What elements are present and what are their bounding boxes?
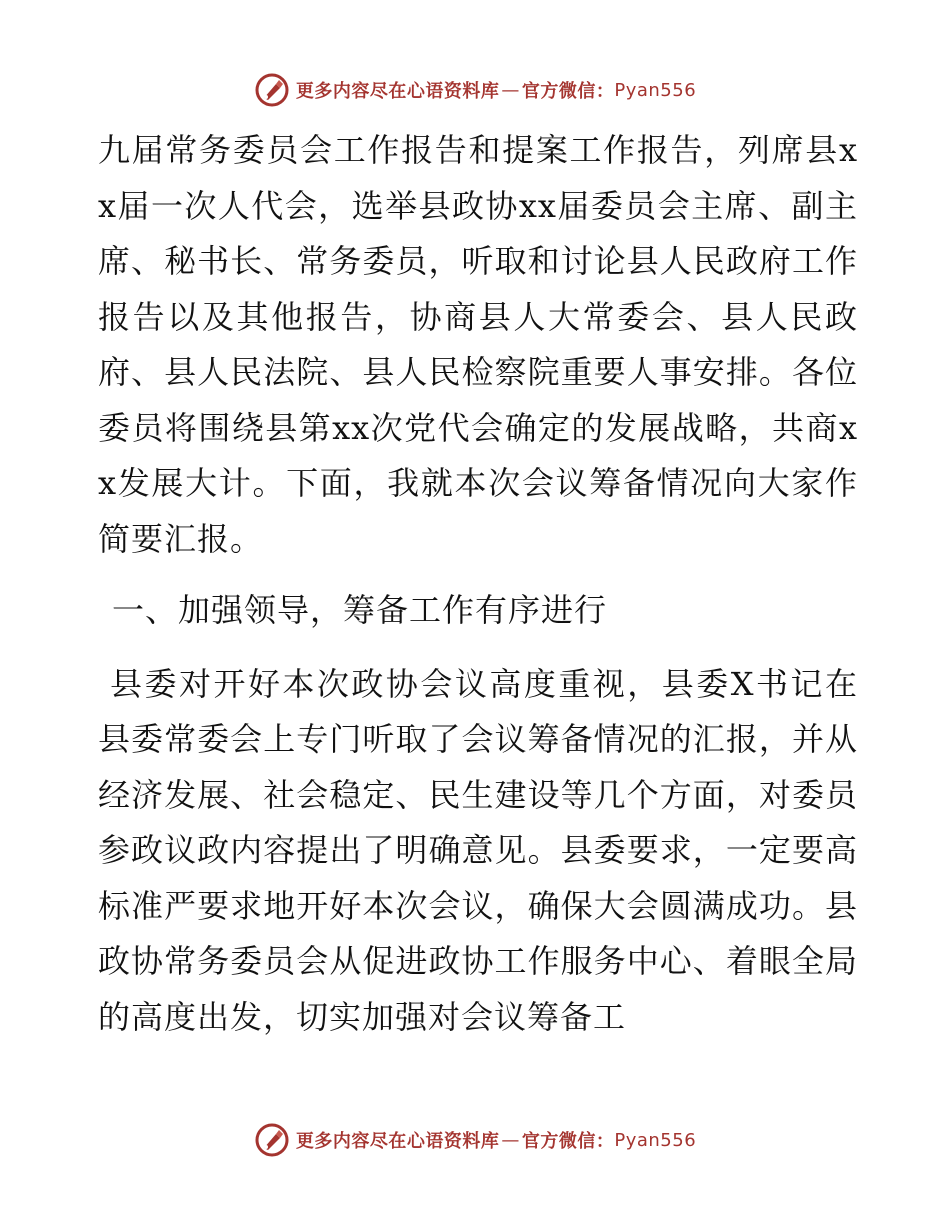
pen-logo-icon: [254, 72, 290, 108]
watermark-id: Pyan556: [614, 79, 697, 101]
paragraph-2: 县委对开好本次政协会议高度重视，县委X书记在县委常委会上专门听取了会议筹备情况的汇报，并从经济发展、社会稳定、民生建设等几个方面，对委员参政议政内容提出了明确意见。县委要求，一定要高标准严要求地开好本次会议，确保大会圆满成功。县政协常务委员会从促进政协工作服务中心、着眼全局的高度出发，切实加强对会议筹备工: [98, 664, 858, 1036]
watermark-id: Pyan556: [614, 1129, 697, 1151]
watermark-text: 更多内容尽在心语资料库: [295, 1131, 500, 1152]
watermark-contact: 官方微信：: [521, 1131, 615, 1152]
document-body: [98, 123, 858, 1045]
watermark-text: 更多内容尽在心语资料库: [295, 81, 500, 102]
footer-watermark: [0, 1120, 950, 1160]
pen-logo-icon: [254, 1122, 290, 1158]
watermark-separator: —: [501, 79, 520, 101]
watermark-separator: —: [501, 1129, 520, 1151]
header-watermark: [0, 70, 950, 110]
section-heading-1: 一、加强领导，筹备工作有序进行: [112, 591, 608, 629]
watermark-contact: 官方微信：: [521, 81, 615, 102]
paragraph-1: 九届常务委员会工作报告和提案工作报告，列席县xx届一次人代会，选举县政协xx届委员会主席、副主席、秘书长、常务委员，听取和讨论县人民政府工作报告以及其他报告，协商县人大常委会、县人民政府、县人民法院、县人民检察院重要人事安排。各位委员将围绕县第xx次党代会确定的发展战略，共商xx发展大计。下面，我就本次会议筹备情况向大家作简要汇报。: [98, 131, 858, 558]
